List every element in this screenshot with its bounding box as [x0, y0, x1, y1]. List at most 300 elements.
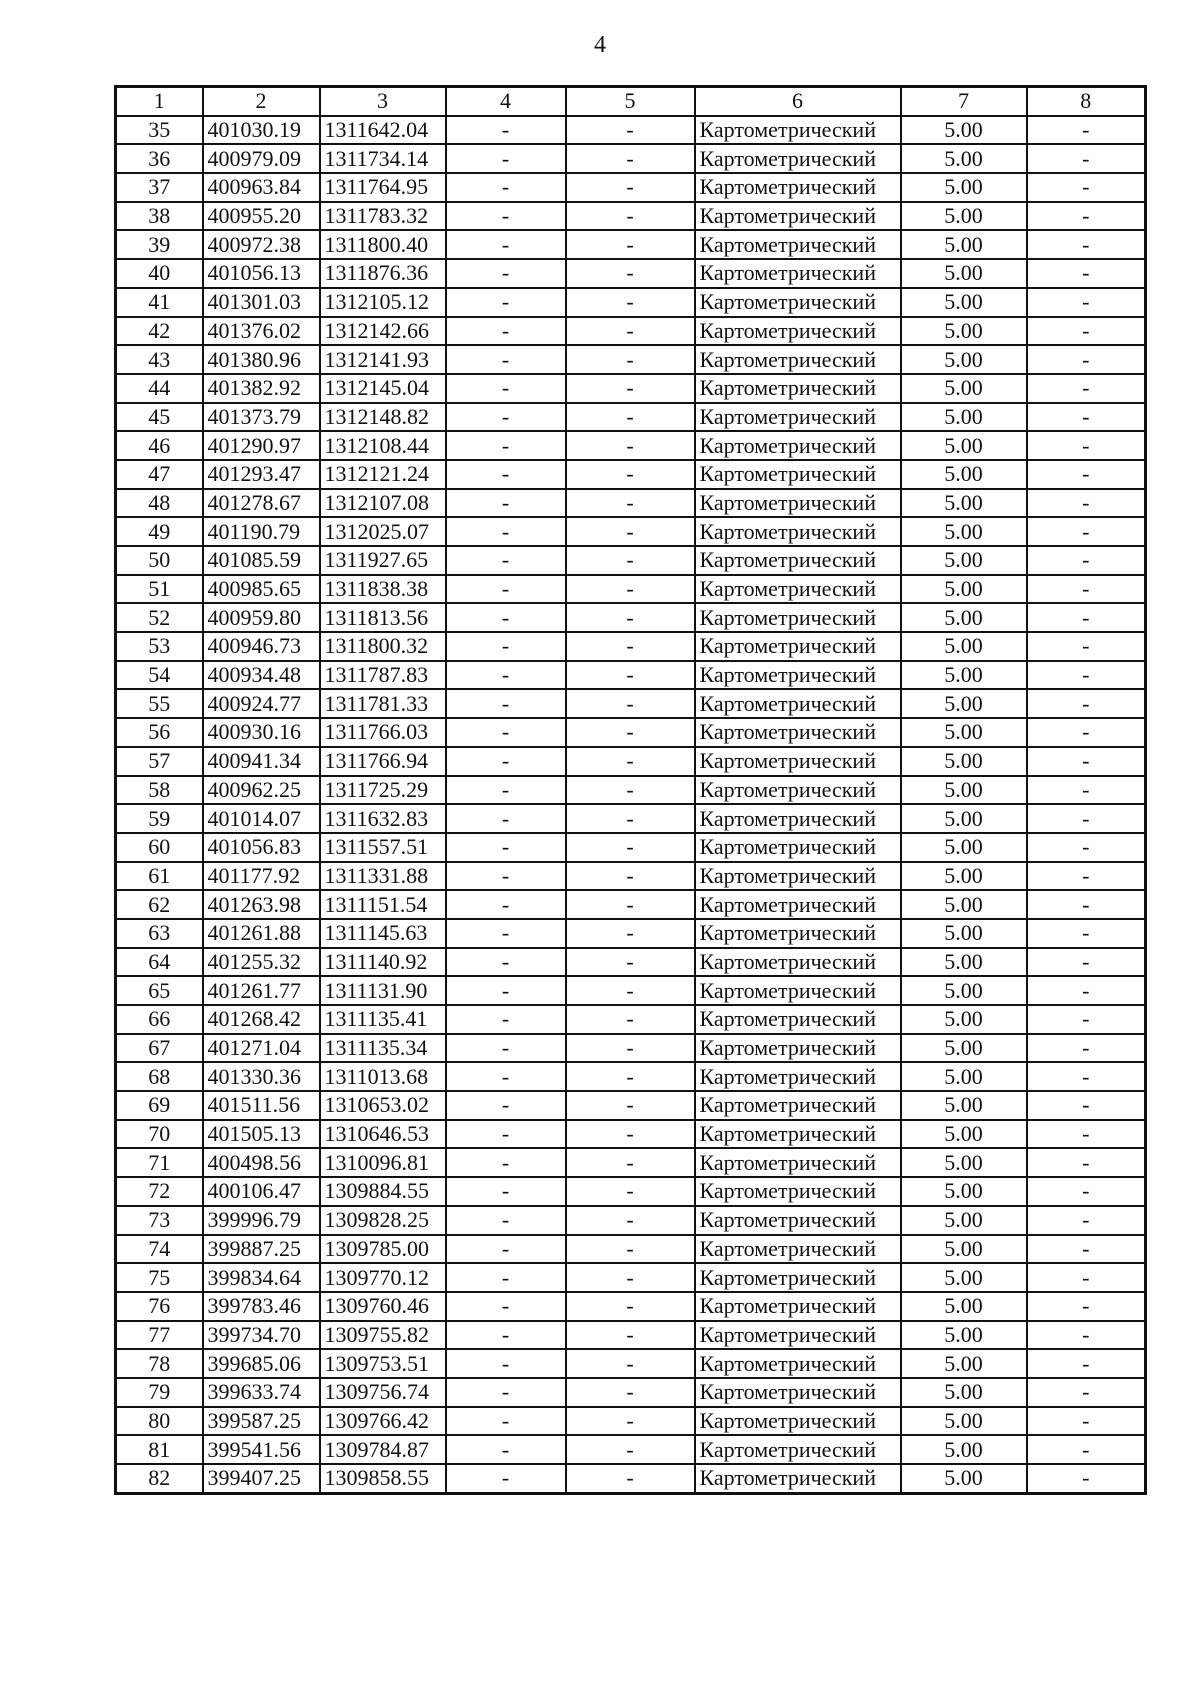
y-coordinate-cell: 1309784.87 [320, 1435, 446, 1464]
accuracy-cell: 5.00 [901, 489, 1027, 518]
y-coordinate-cell: 1311766.94 [320, 747, 446, 776]
point-number-cell: 51 [116, 575, 203, 604]
col5-cell: - [566, 948, 695, 977]
point-number-cell: 75 [116, 1263, 203, 1292]
x-coordinate-cell: 401085.59 [203, 546, 320, 575]
accuracy-cell: 5.00 [901, 144, 1027, 173]
col5-cell: - [566, 919, 695, 948]
x-coordinate-cell: 401290.97 [203, 431, 320, 460]
col5-cell: - [566, 603, 695, 632]
col8-cell: - [1027, 1177, 1146, 1206]
point-number-cell: 77 [116, 1321, 203, 1350]
y-coordinate-cell: 1310646.53 [320, 1120, 446, 1149]
col4-cell: - [446, 202, 566, 231]
point-number-cell: 36 [116, 144, 203, 173]
table-row [116, 689, 1146, 718]
col5-cell: - [566, 1177, 695, 1206]
method-cell: Картометрический [695, 1206, 901, 1235]
table-row [116, 1349, 1146, 1378]
x-coordinate-cell: 401177.92 [203, 862, 320, 891]
col8-cell: - [1027, 948, 1146, 977]
y-coordinate-cell: 1309755.82 [320, 1321, 446, 1350]
col4-cell: - [446, 1464, 566, 1493]
x-coordinate-cell: 401293.47 [203, 460, 320, 489]
accuracy-cell: 5.00 [901, 202, 1027, 231]
col5-cell: - [566, 173, 695, 202]
method-cell: Картометрический [695, 575, 901, 604]
col5-cell: - [566, 1235, 695, 1264]
y-coordinate-cell: 1311331.88 [320, 862, 446, 891]
column-header: 1 [116, 87, 203, 116]
table-row [116, 603, 1146, 632]
accuracy-cell: 5.00 [901, 1148, 1027, 1177]
col8-cell: - [1027, 1378, 1146, 1407]
col4-cell: - [446, 374, 566, 403]
col8-cell: - [1027, 517, 1146, 546]
table-row [116, 1263, 1146, 1292]
table-row [116, 317, 1146, 346]
x-coordinate-cell: 399783.46 [203, 1292, 320, 1321]
point-number-cell: 41 [116, 288, 203, 317]
method-cell: Картометрический [695, 1263, 901, 1292]
method-cell: Картометрический [695, 288, 901, 317]
method-cell: Картометрический [695, 345, 901, 374]
table-row [116, 259, 1146, 288]
col5-cell: - [566, 1120, 695, 1149]
x-coordinate-cell: 401263.98 [203, 890, 320, 919]
method-cell: Картометрический [695, 919, 901, 948]
x-coordinate-cell: 400924.77 [203, 689, 320, 718]
table-row [116, 489, 1146, 518]
point-number-cell: 40 [116, 259, 203, 288]
col8-cell: - [1027, 1435, 1146, 1464]
accuracy-cell: 5.00 [901, 976, 1027, 1005]
col4-cell: - [446, 1235, 566, 1264]
y-coordinate-cell: 1311557.51 [320, 833, 446, 862]
table-row [116, 202, 1146, 231]
y-coordinate-cell: 1309760.46 [320, 1292, 446, 1321]
col8-cell: - [1027, 202, 1146, 231]
y-coordinate-cell: 1311764.95 [320, 173, 446, 202]
y-coordinate-cell: 1311927.65 [320, 546, 446, 575]
y-coordinate-cell: 1311725.29 [320, 776, 446, 805]
y-coordinate-cell: 1311135.34 [320, 1034, 446, 1063]
col8-cell: - [1027, 689, 1146, 718]
point-number-cell: 50 [116, 546, 203, 575]
x-coordinate-cell: 399633.74 [203, 1378, 320, 1407]
accuracy-cell: 5.00 [901, 230, 1027, 259]
col4-cell: - [446, 517, 566, 546]
col4-cell: - [446, 833, 566, 862]
col4-cell: - [446, 1177, 566, 1206]
col5-cell: - [566, 202, 695, 231]
table-row [116, 173, 1146, 202]
col5-cell: - [566, 1091, 695, 1120]
table-row [116, 1206, 1146, 1235]
table-row [116, 230, 1146, 259]
accuracy-cell: 5.00 [901, 661, 1027, 690]
column-header: 6 [695, 87, 901, 116]
x-coordinate-cell: 400963.84 [203, 173, 320, 202]
col5-cell: - [566, 718, 695, 747]
accuracy-cell: 5.00 [901, 374, 1027, 403]
col5-cell: - [566, 1005, 695, 1034]
col5-cell: - [566, 776, 695, 805]
col5-cell: - [566, 317, 695, 346]
table-row [116, 776, 1146, 805]
col5-cell: - [566, 804, 695, 833]
col8-cell: - [1027, 603, 1146, 632]
col8-cell: - [1027, 1292, 1146, 1321]
point-number-cell: 35 [116, 116, 203, 145]
accuracy-cell: 5.00 [901, 862, 1027, 891]
y-coordinate-cell: 1311140.92 [320, 948, 446, 977]
y-coordinate-cell: 1312105.12 [320, 288, 446, 317]
col8-cell: - [1027, 403, 1146, 432]
accuracy-cell: 5.00 [901, 317, 1027, 346]
col4-cell: - [446, 689, 566, 718]
point-number-cell: 72 [116, 1177, 203, 1206]
x-coordinate-cell: 399996.79 [203, 1206, 320, 1235]
col5-cell: - [566, 345, 695, 374]
col8-cell: - [1027, 173, 1146, 202]
col4-cell: - [446, 259, 566, 288]
col4-cell: - [446, 976, 566, 1005]
accuracy-cell: 5.00 [901, 1349, 1027, 1378]
table-row [116, 575, 1146, 604]
table-row [116, 1292, 1146, 1321]
col8-cell: - [1027, 919, 1146, 948]
point-number-cell: 60 [116, 833, 203, 862]
table-row [116, 144, 1146, 173]
col8-cell: - [1027, 747, 1146, 776]
col5-cell: - [566, 517, 695, 546]
method-cell: Картометрический [695, 259, 901, 288]
col5-cell: - [566, 431, 695, 460]
method-cell: Картометрический [695, 374, 901, 403]
point-number-cell: 82 [116, 1464, 203, 1493]
accuracy-cell: 5.00 [901, 1378, 1027, 1407]
point-number-cell: 39 [116, 230, 203, 259]
x-coordinate-cell: 401056.13 [203, 259, 320, 288]
x-coordinate-cell: 400985.65 [203, 575, 320, 604]
point-number-cell: 58 [116, 776, 203, 805]
point-number-cell: 59 [116, 804, 203, 833]
accuracy-cell: 5.00 [901, 259, 1027, 288]
point-number-cell: 69 [116, 1091, 203, 1120]
method-cell: Картометрический [695, 632, 901, 661]
x-coordinate-cell: 400930.16 [203, 718, 320, 747]
point-number-cell: 42 [116, 317, 203, 346]
point-number-cell: 74 [116, 1235, 203, 1264]
x-coordinate-cell: 400941.34 [203, 747, 320, 776]
accuracy-cell: 5.00 [901, 1235, 1027, 1264]
accuracy-cell: 5.00 [901, 747, 1027, 776]
point-number-cell: 45 [116, 403, 203, 432]
table-row [116, 1091, 1146, 1120]
y-coordinate-cell: 1309753.51 [320, 1349, 446, 1378]
col5-cell: - [566, 661, 695, 690]
point-number-cell: 53 [116, 632, 203, 661]
table-row [116, 862, 1146, 891]
method-cell: Картометрический [695, 317, 901, 346]
x-coordinate-cell: 401255.32 [203, 948, 320, 977]
table-row [116, 546, 1146, 575]
point-number-cell: 52 [116, 603, 203, 632]
y-coordinate-cell: 1312145.04 [320, 374, 446, 403]
x-coordinate-cell: 399587.25 [203, 1407, 320, 1436]
col4-cell: - [446, 1034, 566, 1063]
point-number-cell: 81 [116, 1435, 203, 1464]
method-cell: Картометрический [695, 603, 901, 632]
col8-cell: - [1027, 1349, 1146, 1378]
col8-cell: - [1027, 1321, 1146, 1350]
x-coordinate-cell: 401330.36 [203, 1062, 320, 1091]
col5-cell: - [566, 1148, 695, 1177]
table-row [116, 345, 1146, 374]
table-row [116, 804, 1146, 833]
x-coordinate-cell: 401056.83 [203, 833, 320, 862]
table-row [116, 1177, 1146, 1206]
table-row [116, 747, 1146, 776]
column-header: 7 [901, 87, 1027, 116]
table-row [116, 1407, 1146, 1436]
col8-cell: - [1027, 489, 1146, 518]
accuracy-cell: 5.00 [901, 919, 1027, 948]
y-coordinate-cell: 1311642.04 [320, 116, 446, 145]
table-row [116, 1321, 1146, 1350]
point-number-cell: 57 [116, 747, 203, 776]
x-coordinate-cell: 401382.92 [203, 374, 320, 403]
col8-cell: - [1027, 1148, 1146, 1177]
point-number-cell: 44 [116, 374, 203, 403]
col8-cell: - [1027, 1120, 1146, 1149]
y-coordinate-cell: 1312148.82 [320, 403, 446, 432]
method-cell: Картометрический [695, 1235, 901, 1264]
x-coordinate-cell: 399685.06 [203, 1349, 320, 1378]
x-coordinate-cell: 400962.25 [203, 776, 320, 805]
method-cell: Картометрический [695, 804, 901, 833]
col5-cell: - [566, 862, 695, 891]
coordinates-table [114, 85, 1147, 1495]
col4-cell: - [446, 862, 566, 891]
col4-cell: - [446, 804, 566, 833]
col8-cell: - [1027, 1407, 1146, 1436]
col4-cell: - [446, 1091, 566, 1120]
table-row [116, 833, 1146, 862]
col4-cell: - [446, 546, 566, 575]
point-number-cell: 70 [116, 1120, 203, 1149]
method-cell: Картометрический [695, 1407, 901, 1436]
col8-cell: - [1027, 345, 1146, 374]
point-number-cell: 65 [116, 976, 203, 1005]
point-number-cell: 43 [116, 345, 203, 374]
method-cell: Картометрический [695, 661, 901, 690]
col5-cell: - [566, 890, 695, 919]
table-row [116, 403, 1146, 432]
method-cell: Картометрический [695, 1349, 901, 1378]
col4-cell: - [446, 317, 566, 346]
method-cell: Картометрический [695, 431, 901, 460]
method-cell: Картометрический [695, 1034, 901, 1063]
y-coordinate-cell: 1311800.40 [320, 230, 446, 259]
point-number-cell: 38 [116, 202, 203, 231]
x-coordinate-cell: 401380.96 [203, 345, 320, 374]
accuracy-cell: 5.00 [901, 1464, 1027, 1493]
col4-cell: - [446, 747, 566, 776]
table-row [116, 890, 1146, 919]
method-cell: Картометрический [695, 1292, 901, 1321]
x-coordinate-cell: 401190.79 [203, 517, 320, 546]
method-cell: Картометрический [695, 1062, 901, 1091]
y-coordinate-cell: 1311151.54 [320, 890, 446, 919]
point-number-cell: 37 [116, 173, 203, 202]
accuracy-cell: 5.00 [901, 632, 1027, 661]
accuracy-cell: 5.00 [901, 345, 1027, 374]
x-coordinate-cell: 400979.09 [203, 144, 320, 173]
accuracy-cell: 5.00 [901, 776, 1027, 805]
accuracy-cell: 5.00 [901, 1062, 1027, 1091]
col4-cell: - [446, 144, 566, 173]
method-cell: Картометрический [695, 862, 901, 891]
x-coordinate-cell: 401271.04 [203, 1034, 320, 1063]
col5-cell: - [566, 1292, 695, 1321]
table-row [116, 1034, 1146, 1063]
point-number-cell: 47 [116, 460, 203, 489]
col5-cell: - [566, 632, 695, 661]
column-header: 3 [320, 87, 446, 116]
accuracy-cell: 5.00 [901, 1263, 1027, 1292]
x-coordinate-cell: 401261.88 [203, 919, 320, 948]
y-coordinate-cell: 1309858.55 [320, 1464, 446, 1493]
method-cell: Картометрический [695, 1177, 901, 1206]
table-row [116, 1062, 1146, 1091]
method-cell: Картометрический [695, 976, 901, 1005]
point-number-cell: 64 [116, 948, 203, 977]
col8-cell: - [1027, 976, 1146, 1005]
accuracy-cell: 5.00 [901, 546, 1027, 575]
col8-cell: - [1027, 1263, 1146, 1292]
table-row [116, 288, 1146, 317]
accuracy-cell: 5.00 [901, 460, 1027, 489]
y-coordinate-cell: 1312025.07 [320, 517, 446, 546]
col5-cell: - [566, 747, 695, 776]
x-coordinate-cell: 399734.70 [203, 1321, 320, 1350]
accuracy-cell: 5.00 [901, 603, 1027, 632]
y-coordinate-cell: 1311787.83 [320, 661, 446, 690]
point-number-cell: 66 [116, 1005, 203, 1034]
table-row [116, 460, 1146, 489]
col5-cell: - [566, 1407, 695, 1436]
method-cell: Картометрический [695, 202, 901, 231]
accuracy-cell: 5.00 [901, 804, 1027, 833]
col8-cell: - [1027, 1091, 1146, 1120]
accuracy-cell: 5.00 [901, 833, 1027, 862]
x-coordinate-cell: 400934.48 [203, 661, 320, 690]
col4-cell: - [446, 1321, 566, 1350]
col5-cell: - [566, 230, 695, 259]
y-coordinate-cell: 1311783.32 [320, 202, 446, 231]
y-coordinate-cell: 1311813.56 [320, 603, 446, 632]
col4-cell: - [446, 575, 566, 604]
method-cell: Картометрический [695, 689, 901, 718]
y-coordinate-cell: 1311135.41 [320, 1005, 446, 1034]
col4-cell: - [446, 460, 566, 489]
col5-cell: - [566, 1378, 695, 1407]
point-number-cell: 49 [116, 517, 203, 546]
column-header: 4 [446, 87, 566, 116]
accuracy-cell: 5.00 [901, 1206, 1027, 1235]
point-number-cell: 55 [116, 689, 203, 718]
y-coordinate-cell: 1310653.02 [320, 1091, 446, 1120]
method-cell: Картометрический [695, 1464, 901, 1493]
col5-cell: - [566, 1464, 695, 1493]
col5-cell: - [566, 1206, 695, 1235]
point-number-cell: 80 [116, 1407, 203, 1436]
col8-cell: - [1027, 288, 1146, 317]
table-row [116, 517, 1146, 546]
col8-cell: - [1027, 890, 1146, 919]
table-row [116, 1148, 1146, 1177]
col8-cell: - [1027, 575, 1146, 604]
y-coordinate-cell: 1309770.12 [320, 1263, 446, 1292]
point-number-cell: 61 [116, 862, 203, 891]
col4-cell: - [446, 403, 566, 432]
x-coordinate-cell: 400106.47 [203, 1177, 320, 1206]
col8-cell: - [1027, 374, 1146, 403]
col8-cell: - [1027, 833, 1146, 862]
table-row [116, 1005, 1146, 1034]
method-cell: Картометрический [695, 1321, 901, 1350]
col4-cell: - [446, 661, 566, 690]
table-row [116, 632, 1146, 661]
method-cell: Картометрический [695, 546, 901, 575]
col5-cell: - [566, 1263, 695, 1292]
col4-cell: - [446, 230, 566, 259]
method-cell: Картометрический [695, 517, 901, 546]
accuracy-cell: 5.00 [901, 1034, 1027, 1063]
x-coordinate-cell: 401030.19 [203, 116, 320, 145]
y-coordinate-cell: 1309785.00 [320, 1235, 446, 1264]
col5-cell: - [566, 259, 695, 288]
point-number-cell: 79 [116, 1378, 203, 1407]
method-cell: Картометрический [695, 747, 901, 776]
accuracy-cell: 5.00 [901, 948, 1027, 977]
col8-cell: - [1027, 546, 1146, 575]
col4-cell: - [446, 1407, 566, 1436]
point-number-cell: 67 [116, 1034, 203, 1063]
y-coordinate-cell: 1311131.90 [320, 976, 446, 1005]
col4-cell: - [446, 948, 566, 977]
col4-cell: - [446, 1349, 566, 1378]
col5-cell: - [566, 116, 695, 145]
col4-cell: - [446, 1435, 566, 1464]
point-number-cell: 71 [116, 1148, 203, 1177]
y-coordinate-cell: 1309884.55 [320, 1177, 446, 1206]
method-cell: Картометрический [695, 890, 901, 919]
y-coordinate-cell: 1311800.32 [320, 632, 446, 661]
x-coordinate-cell: 401376.02 [203, 317, 320, 346]
col8-cell: - [1027, 230, 1146, 259]
x-coordinate-cell: 399541.56 [203, 1435, 320, 1464]
table-row [116, 1120, 1146, 1149]
method-cell: Картометрический [695, 173, 901, 202]
y-coordinate-cell: 1312121.24 [320, 460, 446, 489]
col8-cell: - [1027, 804, 1146, 833]
col4-cell: - [446, 776, 566, 805]
x-coordinate-cell: 399887.25 [203, 1235, 320, 1264]
y-coordinate-cell: 1312108.44 [320, 431, 446, 460]
